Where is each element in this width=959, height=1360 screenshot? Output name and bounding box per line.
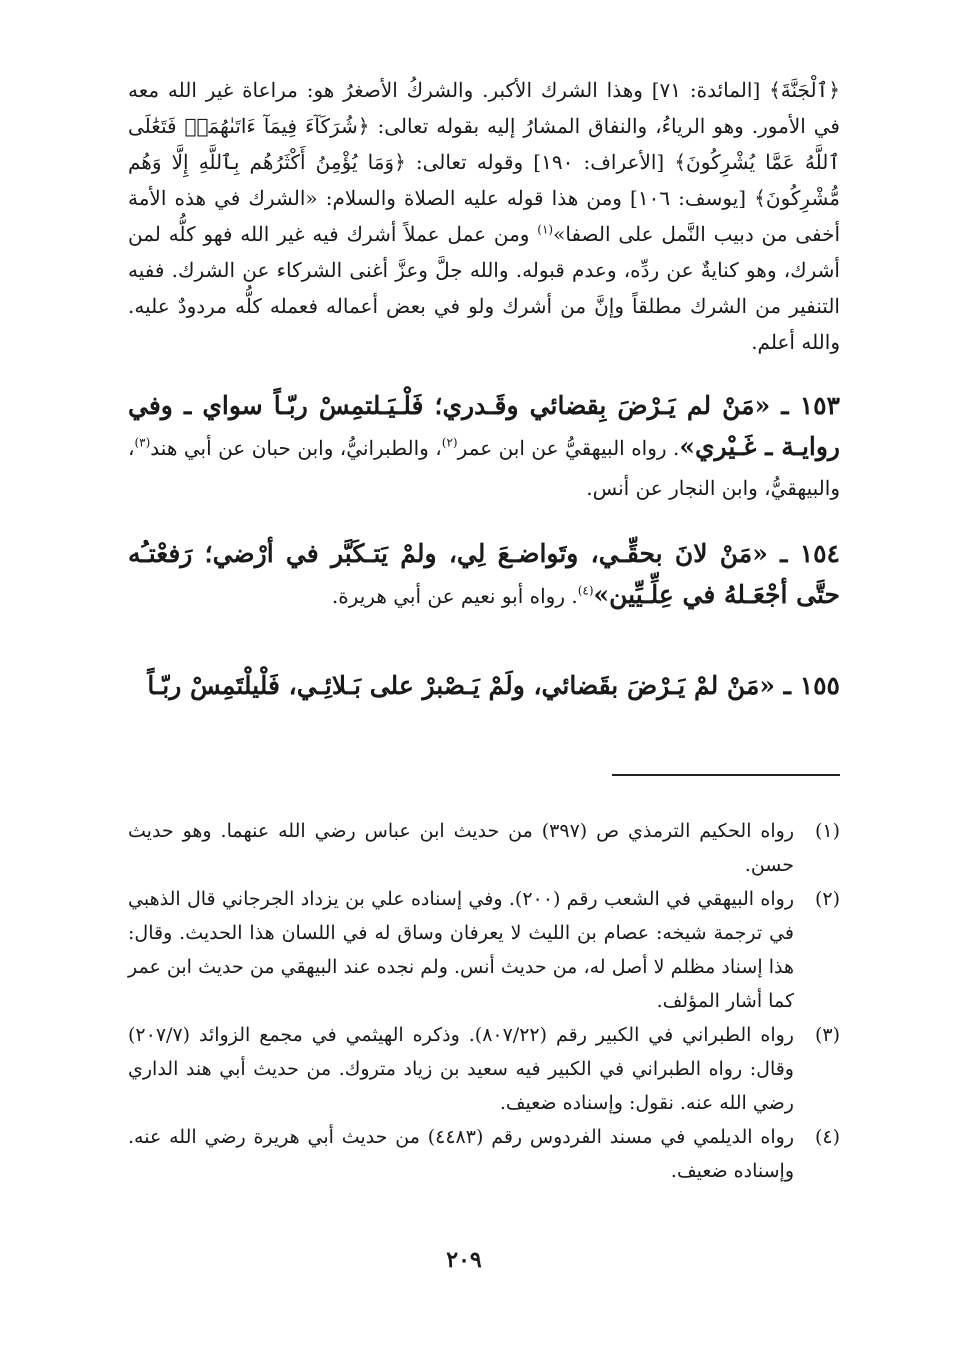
hadith-number: ١٥٣ [799,391,840,420]
hadith-source: . رواه البيهقيُّ عن ابن عمر [457,436,680,460]
footnote-ref-2: (٢) [441,435,458,450]
footnotes [128,814,840,1188]
hadith-number: ١٥٤ [799,539,840,568]
footnote-item [128,814,840,882]
footnote-number: (٤) [814,1126,840,1148]
footnote-number: (١) [814,820,840,842]
footnote-text: رواه الطبراني في الكبير رقم (٨٠٧/٢٢). وذكره الهيثمي في مجمع الزوائد (٢٠٧/٧) وقال: رواه الطبراني في الكبير فيه سعيد بن زياد متروك. من حديث أبي هند الداري رضي الله عنه. نقول: وإسناده ضعيف. [128,1024,794,1114]
footnote-item [128,1120,840,1188]
intro-text: ﴿ٱلْجَنَّةَ﴾ [المائدة: ٧١] وهذا الشرك الأكبر. والشركُ الأصغرُ هو: مراعاة غير الله معه في الأمور. وهو الرياءُ، والنفاق المشارُ إليه بقوله تعالى: ﴿شُرَكَآءَ فِيمَآ ءَاتَىٰهُمَاۚ فَتَعَٰلَى ٱللَّهُ عَمَّا يُشْرِكُونَ﴾ [الأعراف: ١٩٠] وقوله تعالى: ﴿وَمَا يُؤْمِنُ أَكْثَرُهُم بِٱللَّهِ إِلَّا وَهُم مُّشْرِكُونَ﴾ [يوسف: ١٠٦] ومن هذا قوله عليه الصلاة والسلام: «الشرك في هذه الأمة أخفى من دبيب النَّمل على الصفا» [128,78,841,246]
footnote-ref-3: (٣) [134,435,151,450]
hadith-154 [128,534,840,616]
intro-text-continued: ومن عمل عملاً أشرك فيه غير الله فهو كلُّه لمن أشرك، وهو كنايةٌ عن ردِّه، وعدم قبوله. والله جلَّ وعزَّ أغنى الشركاء عن الشرك. ففيه التنفير من الشرك مطلقاً وإنَّ من أشرك ولو في بعض أعماله فعمله كلُّه مردودٌ عليه. والله أعلم. [128,222,840,354]
footnote-ref-1: (١) [537,222,554,237]
hadith-text: ـ «مَنْ لانَ بحقِّـي، وتَواضـعَ لِي، ولمْ يَتـكَبَّر في أرْضي؛ رَفعْتـُه حتَّى أجْعَـلهُ في عِلِّـيِّين» [128,539,840,609]
footnote-separator [612,774,840,776]
footnote-item [128,882,840,1018]
footnote-number: (٢) [814,888,840,910]
footnote-text: رواه البيهقي في الشعب رقم (٢٠٠). وفي إسناده علي بن يزداد الجرجاني قال الذهبي في ترجمة شيخه: عصام بن الليث لا يعرفان وساق له في اللسان هذا الحديث. وقال: هذا إسناد مظلم لا أصل له، من حديث أنس. ولم نجده عند البيهقي من حديث ابن عمر كما أشار المؤلف. [128,888,794,1012]
footnote-number: (٣) [814,1024,840,1046]
hadith-153 [128,386,840,508]
hadith-text: ـ «مَنْ لمْ يَـرْضَ بقَضائي، ولَمْ يَـصْبرْ على بَـلائِـي، فَلْيلْتَمِسْ ربّـاً [147,671,800,700]
hadith-text: ـ «مَنْ لم يَـرْضَ بِقضائي وقَـدري؛ فَلْـيَـلتمِسْ ربّـاً سواي ـ وفي روايـة ـ غَـيْري» [128,391,840,461]
footnote-text: رواه الديلمي في مسند الفردوس رقم (٤٤٨٣) من حديث أبي هريرة رضي الله عنه. وإسناده ضعيف. [128,1126,794,1182]
page-number: ٢٠٩ [446,1247,482,1273]
hadith-source: ، والطبرانيُّ، وابن حبان عن أبي هند [150,436,442,460]
hadith-number: ١٥٥ [799,671,840,700]
book-page [128,72,841,1273]
footnote-text: رواه الحكيم الترمذي ص (٣٩٧) من حديث ابن عباس رضي الله عنهما. وهو حديث حسن. [128,820,794,876]
hadith-source: ، والبيهقيُّ، وابن النجار عن أنس. [128,436,840,500]
intro-paragraph [128,72,840,360]
hadith-155 [128,666,840,707]
footnote-ref-4: (٤) [577,583,594,598]
footnote-item [128,1018,840,1120]
hadith-source: . رواه أبو نعيم عن أبي هريرة. [331,584,578,608]
